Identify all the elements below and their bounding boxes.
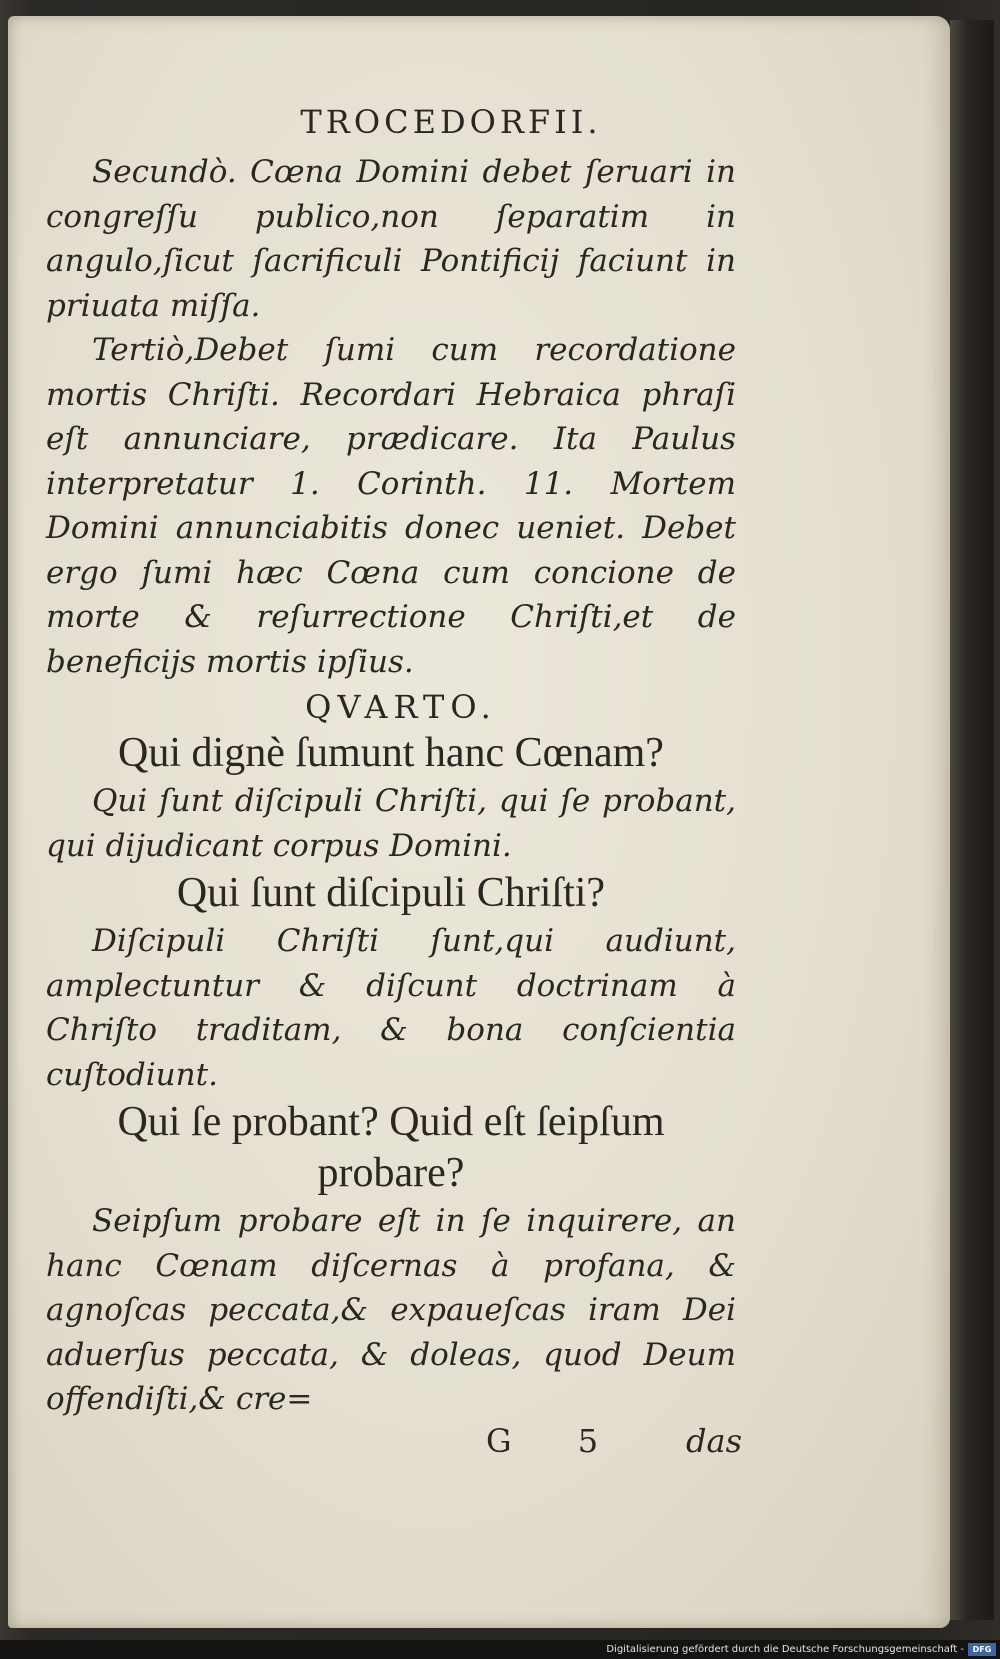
answer-1: Qui ſunt diſcipuli Chriſti, qui ſe probant, qui dijudicant corpus Domini.	[46, 783, 736, 864]
page-text-block	[46, 100, 742, 1466]
paragraph-secundo: Secundò. Cœna Domini debet ſeruari in congreſſu publico,non ſeparatim in angulo,ſicut ſacrificuli Pontificij faciunt in priuata miſſa.	[46, 154, 736, 324]
footer-credit: Digitalisierung gefördert durch die Deutsche Forschungsgemeinschaft -	[606, 1644, 964, 1655]
page-edge-shadow	[950, 20, 994, 1620]
footer-bar	[0, 1640, 1000, 1659]
signature-line	[46, 1421, 742, 1466]
question-3: Qui ſe probant? Quid eſt ſeipſum probare?	[117, 1099, 665, 1196]
question-2: Qui ſunt diſcipuli Chriſti?	[176, 870, 606, 916]
section-heading-quarto: QVARTO.	[305, 688, 497, 726]
running-head: TROCEDORFII.	[300, 103, 602, 141]
catchword: das	[686, 1421, 742, 1460]
answer-2: Diſcipuli Chriſti ſunt,qui audiunt, amplectuntur & diſcunt doctrinam à Chriſto traditam, & bona conſcientia cuſtodiunt.	[46, 923, 736, 1093]
paragraph-tertio: Tertiò,Debet ſumi cum recordatione mortis Chriſti. Recordari Hebraica phraſi eſt annunciare, prædicare. Ita Paulus interpretatur 1. Corinth. 11. Mortem Domini annunciabitis donec ueniet. Debet ergo ſumi hæc Cœna cum concione de morte & reſurrectione Chriſti,et de beneficijs mortis ipſius.	[46, 332, 736, 680]
dfg-logo: DFG	[968, 1643, 996, 1656]
question-1: Qui dignè ſumunt hanc Cœnam?	[118, 730, 664, 776]
signature-mark: G 5	[486, 1421, 627, 1460]
answer-3: Seipſum probare eſt in ſe inquirere, an hanc Cœnam diſcernas à profana, & agnoſcas peccata,& expaueſcas iram Dei aduerſus peccata, & doleas, quod Deum offendiſti,& cre=	[46, 1203, 736, 1417]
